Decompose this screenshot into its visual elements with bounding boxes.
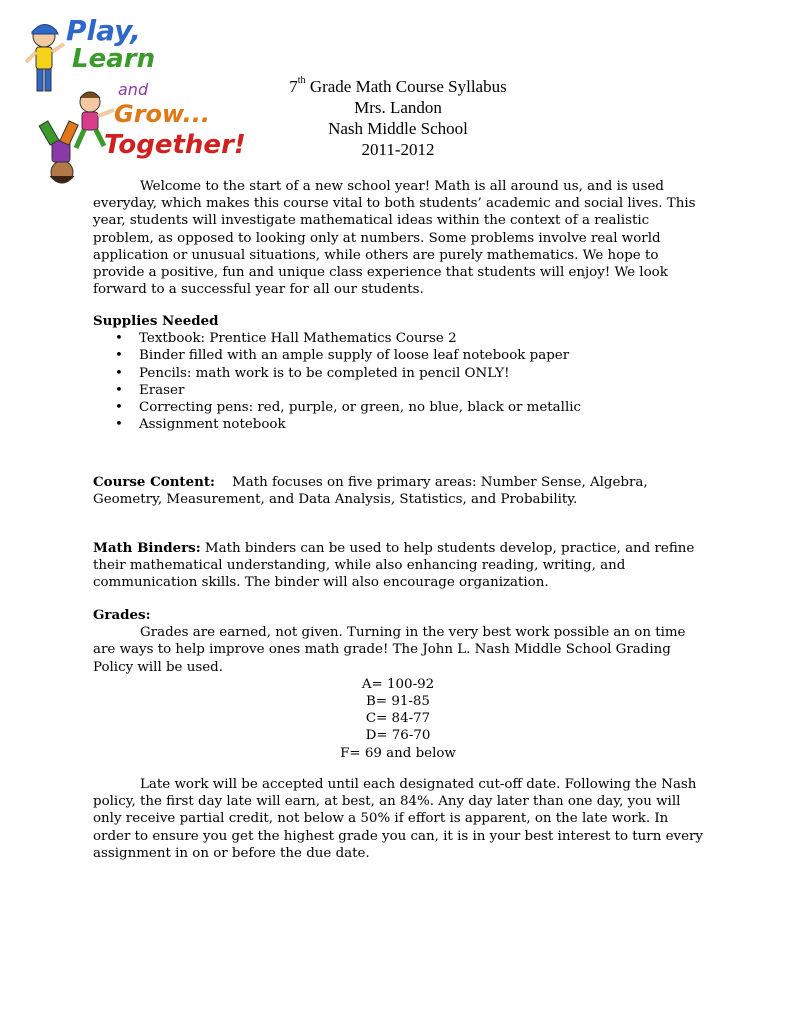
logo-word-and: and (118, 80, 149, 99)
late-work-paragraph: Late work will be accepted until each designated cut-off date. Following the Nash policy, the first day late will earn, at best, an 84%. Any day later than one day, you will only receive partial credit, not below a 50% if effort is apparent, on the late work. In order to ensure you get the highest grade you can, it is in your best interest to turn every assignment in on or before the due date. (93, 777, 703, 861)
supply-item: • Pencils: math work is to be completed in pencil ONLY! (93, 365, 703, 382)
supplies-list (93, 330, 703, 433)
school-name: Nash Middle School (328, 119, 468, 138)
course-content-text: Math focuses on five primary areas: Number Sense, Algebra, Geometry, Measurement, and Data Analysis, Statistics, and Probability. (93, 475, 652, 508)
syllabus-header (230, 76, 566, 160)
supply-item: • Eraser (93, 382, 703, 399)
math-binders-heading: Math Binders: (93, 540, 201, 556)
logo-word-grow: Grow... (114, 100, 211, 128)
course-title-text: Grade Math Course Syllabus (305, 77, 507, 96)
math-binders-paragraph (93, 540, 703, 592)
math-binders-section (93, 540, 703, 592)
course-title (230, 76, 566, 97)
grades-section (93, 607, 703, 762)
supply-item: • Assignment notebook (93, 416, 703, 433)
grades-paragraph: Grades are earned, not given. Turning in the very best work possible an on time are ways to help improve ones math grade! The John L. Nash Middle School Grading Policy will be used. (93, 625, 686, 675)
math-binders-text: Math binders can be used to help students develop, practice, and refine their mathematical understanding, while also enhancing reading, writing, and communication skills. The binder will also encourage organization. (93, 541, 695, 591)
supply-item: • Binder filled with an ample supply of loose leaf notebook paper (93, 347, 703, 364)
logo-word-together: Together! (104, 130, 246, 160)
intro-paragraph: Welcome to the start of a new school year! Math is all around us, and is used everyday, which makes this course vital to both students’ academic and social lives. This year, students will investigate mathematical ideas within the context of a realistic problem, as opposed to looking only at numbers. Some problems involve real world application or unusual situations, while others are purely mathematics. We hope to provide a positive, fun and unique class experience that students will enjoy! We look forward to a successful year for all our students. (93, 179, 696, 298)
late-work-section (93, 776, 703, 862)
course-content-heading: Course Content: (93, 474, 215, 490)
supplies-section (93, 313, 703, 433)
supplies-heading: Supplies Needed (93, 313, 219, 329)
grade-suffix: th (297, 75, 306, 87)
grade-number: 7 (289, 77, 298, 96)
logo-word-learn: Learn (72, 44, 156, 74)
grade-scale-d: D= 76-70 (365, 728, 431, 744)
grade-scale-b: B= 91-85 (366, 694, 430, 710)
grading-scale (93, 676, 703, 762)
grade-scale-c: C= 84-77 (365, 711, 431, 727)
grade-scale-a: A= 100-92 (361, 676, 435, 692)
play-learn-grow-logo (18, 14, 246, 190)
supply-item: • Textbook: Prentice Hall Mathematics Course 2 (93, 330, 703, 347)
grade-scale-f: F= 69 and below (340, 745, 456, 761)
logo-word-play: Play, (66, 14, 141, 47)
course-content-section (93, 474, 703, 508)
teacher-name: Mrs. Landon (354, 98, 442, 117)
grades-heading: Grades: (93, 607, 151, 623)
intro-section (93, 178, 703, 298)
supply-item: • Correcting pens: red, purple, or green, no blue, black or metallic (93, 399, 703, 416)
course-content-paragraph (93, 474, 703, 508)
school-year: 2011-2012 (361, 140, 435, 159)
